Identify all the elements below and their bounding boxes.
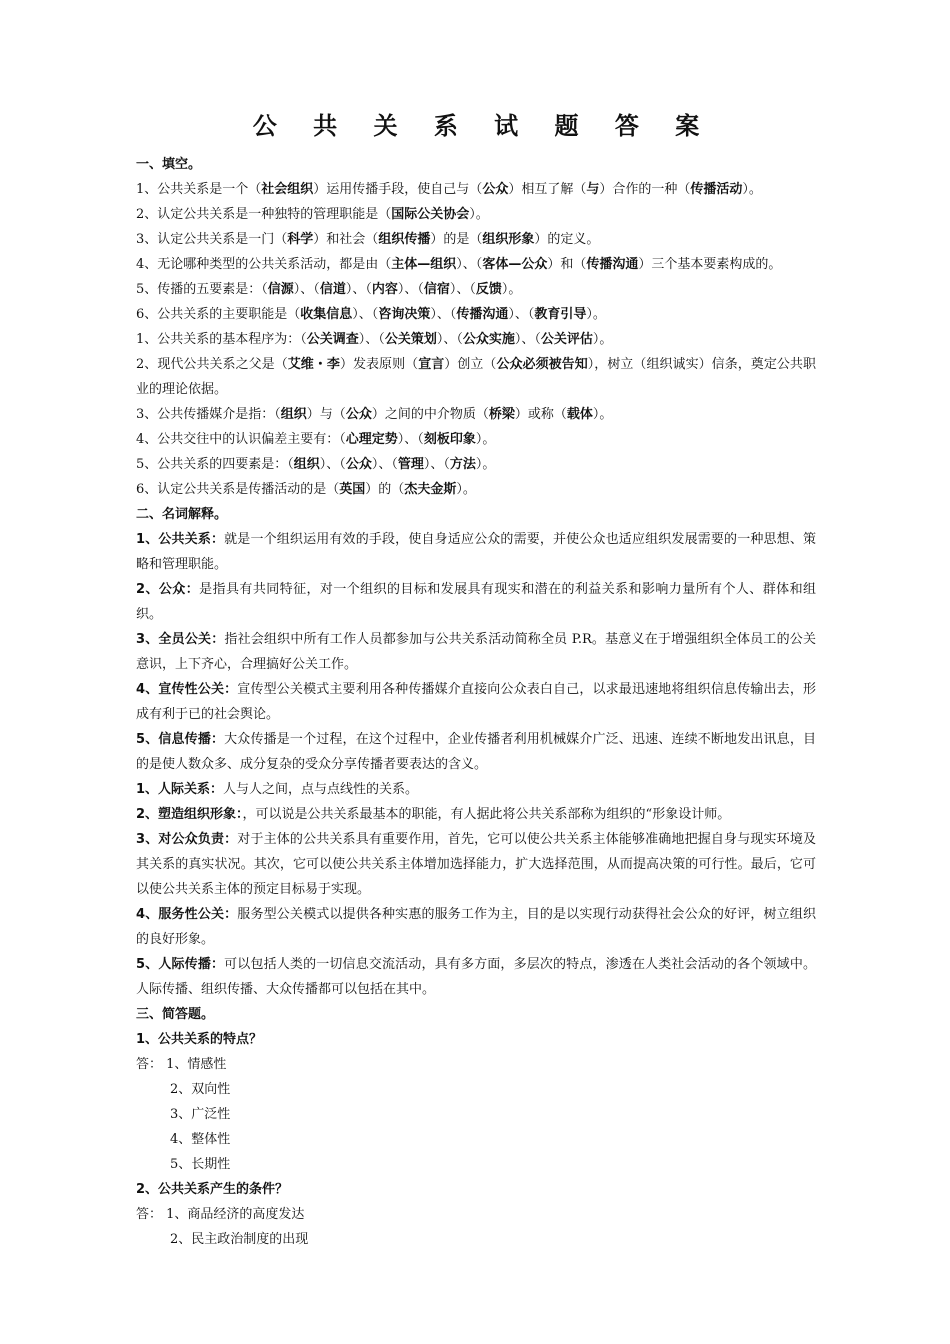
question-text: ）创立（ [444,357,497,372]
answer-text: 组织 [280,407,307,422]
question-text: ）。 [456,482,476,497]
fill-in-item [136,227,816,252]
question-heading: 2、公共关系产生的条件？ [136,1182,289,1197]
definition-item [136,802,816,827]
question-text: 5、公共关系的四要素是：（ [136,457,294,472]
fill-in-item [136,252,816,277]
question-text: ）、（ [293,282,320,297]
answer-text: 方法 [449,457,476,472]
answer-item: 5、长期性 [170,1157,231,1172]
definition-text: 服务型公关模式以提供各种实惠的服务工作为主，目的是以实现行动获得社会公众的好评，树立组织的良好形象。 [136,907,816,947]
fill-in-item [136,477,816,502]
fill-in-item [136,427,816,452]
answer-text: 组织传播 [378,232,431,247]
answer-text: 信源 [267,282,294,297]
answer-text: 公众必须被告知 [496,357,588,372]
answer-text: 反馈 [475,282,502,297]
answer-text: 客体—公众 [482,257,548,272]
answer-text: 社会组织 [261,182,314,197]
definition-term: 5、人际传播： [136,957,225,972]
question-text: ）、（ [508,307,535,322]
answer-text: 公关策划 [384,332,437,347]
question-text: ）或称（ [514,407,567,422]
answer-text: 内容 [371,282,398,297]
definition-text: 就是一个组织运用有效的手段，使自身适应公众的需要，并使公众也适应组织发展需要的一种思想、策略和管理职能。 [136,532,816,572]
definition-term: 4、服务性公关： [136,907,238,922]
answer-text: 组织 [293,457,320,472]
definition-term: 1、公共关系： [136,532,225,547]
question-text: 4、无论哪种类型的公共关系活动，都是由（ [136,257,392,272]
question-text: ）、（ [371,457,398,472]
question-text: ）、（ [397,282,424,297]
answer-text: 管理 [397,457,424,472]
answer-text: 信宿 [423,282,450,297]
definition-term: 3、对公众负责： [136,832,238,847]
answer-text: 科学 [287,232,314,247]
question-text: ）、（ [436,332,463,347]
page-title: 公 共 关 系 试 题 答 案 [252,111,714,140]
question-text: ）、（ [430,307,457,322]
fill-in-list [136,177,816,502]
question-text: ）、（ [449,282,476,297]
fill-in-item [136,302,816,327]
answer-text: 杰夫金斯 [404,482,457,497]
question-text: ）、（ [514,332,541,347]
definition-list [136,527,816,1002]
definition-text: 是指具有共同特征，对一个组织的目标和发展具有现实和潜在的利益关系和影响力量所有个人、群体和组织。 [136,582,816,622]
section-definitions [136,502,816,1002]
question-text: 6、公共关系的主要职能是（ [136,307,301,322]
question-text: ）和（ [547,257,587,272]
answer-text: 载体 [566,407,593,422]
definition-term: 5、信息传播： [136,732,225,747]
question-text: ），树立（组织诚实）信条，奠定公共职业的理论依据。 [136,357,816,397]
question-list [136,1027,816,1252]
question-text: ）合作的一种（ [599,182,691,197]
answer-text: 组织形象 [482,232,535,247]
definition-term: 3、全员公关： [136,632,225,647]
answer-text: 咨询决策 [378,307,431,322]
question-text: ）。 [586,307,606,322]
question-text: ）、（ [358,332,385,347]
question-text: ）运用传播手段，使自己与（ [313,182,483,197]
question-text: 3、公共传播媒介是指：（ [136,407,281,422]
question-text: ）。 [469,207,489,222]
answer-text: 艾维・李 [287,357,340,372]
definition-item [136,727,816,777]
section-fill-in [136,152,816,502]
definition-item [136,527,816,577]
answer-text: 宣言 [418,357,445,372]
section-short-answer [136,1002,816,1252]
answer-item: 2、民主政治制度的出现 [170,1232,309,1247]
question-text: 5、传播的五要素是：（ [136,282,268,297]
question-text: ）与（ [306,407,346,422]
definition-term: 2、塑造组织形象： [136,807,243,822]
definition-item [136,827,816,902]
document-page [136,108,816,1252]
section-heading: 一、填空。 [136,157,202,172]
question-text: ）发表原则（ [339,357,419,372]
definition-text: 宣传型公关模式主要利用各种传播媒介直接向公众表白自己，以求最迅速地将组织信息传输出去，形成有利于已的社会舆论。 [136,682,816,722]
section-heading: 二、名词解释。 [136,507,228,522]
question-text: ）、（ [319,457,346,472]
question-text: ）的定义。 [534,232,600,247]
answer-text: 刻板印象 [423,432,476,447]
answer-text: 传播活动 [690,182,743,197]
answer-item: 3、广泛性 [170,1107,231,1122]
definition-item [136,677,816,727]
answer-text: 传播沟通 [456,307,509,322]
section-heading: 三、简答题。 [136,1007,215,1022]
answer-text: 英国 [339,482,366,497]
answer-text: 传播沟通 [586,257,639,272]
question-text: ）三个基本要素构成的。 [638,257,782,272]
definition-term: 2、公众： [136,582,200,597]
definition-item [136,777,816,802]
question-text: ）。 [742,182,762,197]
definition-term: 4、宣传性公关： [136,682,238,697]
fill-in-item [136,352,816,402]
answer-text: 教育引导 [534,307,587,322]
question-text: ）。 [475,432,496,447]
question-text: 2、认定公共关系是一种独特的管理职能是（ [136,207,392,222]
fill-in-item [136,452,816,477]
answer-text: 公关调查 [306,332,359,347]
answer-text: 公众 [482,182,509,197]
question-text: 3、认定公共关系是一门（ [136,232,288,247]
question-text: ）、（ [352,307,379,322]
question-text: ）的是（ [430,232,483,247]
question-text: ）和社会（ [313,232,379,247]
question-text: 6、认定公共关系是传播活动的是（ [136,482,340,497]
question-text: ）。 [475,457,496,472]
definition-item [136,627,816,677]
answer-item: 2、双向性 [170,1082,231,1097]
question-text: ）、（ [456,257,483,272]
question-text: ）、（ [345,282,372,297]
answer-text: 桥梁 [488,407,515,422]
definition-term: 1、人际关系： [136,782,224,797]
definition-text: 人与人之间，点与点线性的关系。 [223,782,419,797]
fill-in-item [136,202,816,227]
question-text: ）。 [501,282,522,297]
answer-text: 公关评估 [540,332,593,347]
answer-item: 答： 1、情感性 [136,1057,227,1072]
question-text: ）的（ [365,482,405,497]
answer-text: 与 [586,182,600,197]
fill-in-item [136,402,816,427]
question-text: ）相互了解（ [508,182,587,197]
definition-text: 大众传播是一个过程，在这个过程中，企业传播者利用机械媒介广泛、迅速、连续不断地发出讯息，目的是使人数众多、成分复杂的受众分享传播者要表达的含义。 [136,732,816,772]
answer-text: 公众 [345,407,372,422]
fill-in-item [136,177,816,202]
definition-item [136,902,816,952]
question-text: 1、公共关系的基本程序为：（ [136,332,307,347]
question-text: 4、公共交往中的认识偏差主要有：（ [136,432,346,447]
answer-text: 公众实施 [462,332,515,347]
definition-text: ，可以说是公共关系最基本的职能，有人据此将公共关系部称为组织的“形象设计师。 [242,807,731,822]
definition-item [136,577,816,627]
definition-text: 对于主体的公共关系具有重要作用，首先，它可以使公共关系主体能够准确地把握自身与现实环境及其关系的真实状况。其次，它可以使公共关系主体增加选择能力，扩大选择范围，从而提高决策的可行性。最后，它可以使公共关系主体的预定目标易于实现。 [136,832,816,897]
definition-text: 指社会组织中所有工作人员都参加与公共关系活动简称全员 P.R。基意义在于增强组织全体员工的公关意识，上下齐心，合理搞好公关工作。 [136,632,816,672]
answer-text: 主体—组织 [391,257,457,272]
answer-text: 收集信息 [300,307,353,322]
answer-text: 信道 [319,282,346,297]
question-text: 2、现代公共关系之父是（ [136,357,288,372]
fill-in-item [136,327,816,352]
answer-text: 公众 [345,457,372,472]
definition-text: 可以包括人类的一切信息交流活动，具有多方面，多层次的特点，渗透在人类社会活动的各个领域中。人际传播、组织传播、大众传播都可以包括在其中。 [136,957,816,997]
fill-in-item [136,277,816,302]
definition-item [136,952,816,1002]
answer-item: 4、整体性 [170,1132,231,1147]
answer-text: 国际公关协会 [391,207,470,222]
answer-text: 心理定势 [345,432,398,447]
question-text: ）、（ [397,432,424,447]
question-text: ）之间的中介物质（ [371,407,489,422]
question-text: ）、（ [423,457,450,472]
question-text: ）。 [592,332,613,347]
question-text: 1、公共关系是一个（ [136,182,262,197]
answer-item: 答： 1、商品经济的高度发达 [136,1207,305,1222]
question-text: ）。 [592,407,613,422]
question-heading: 1、公共关系的特点？ [136,1032,263,1047]
